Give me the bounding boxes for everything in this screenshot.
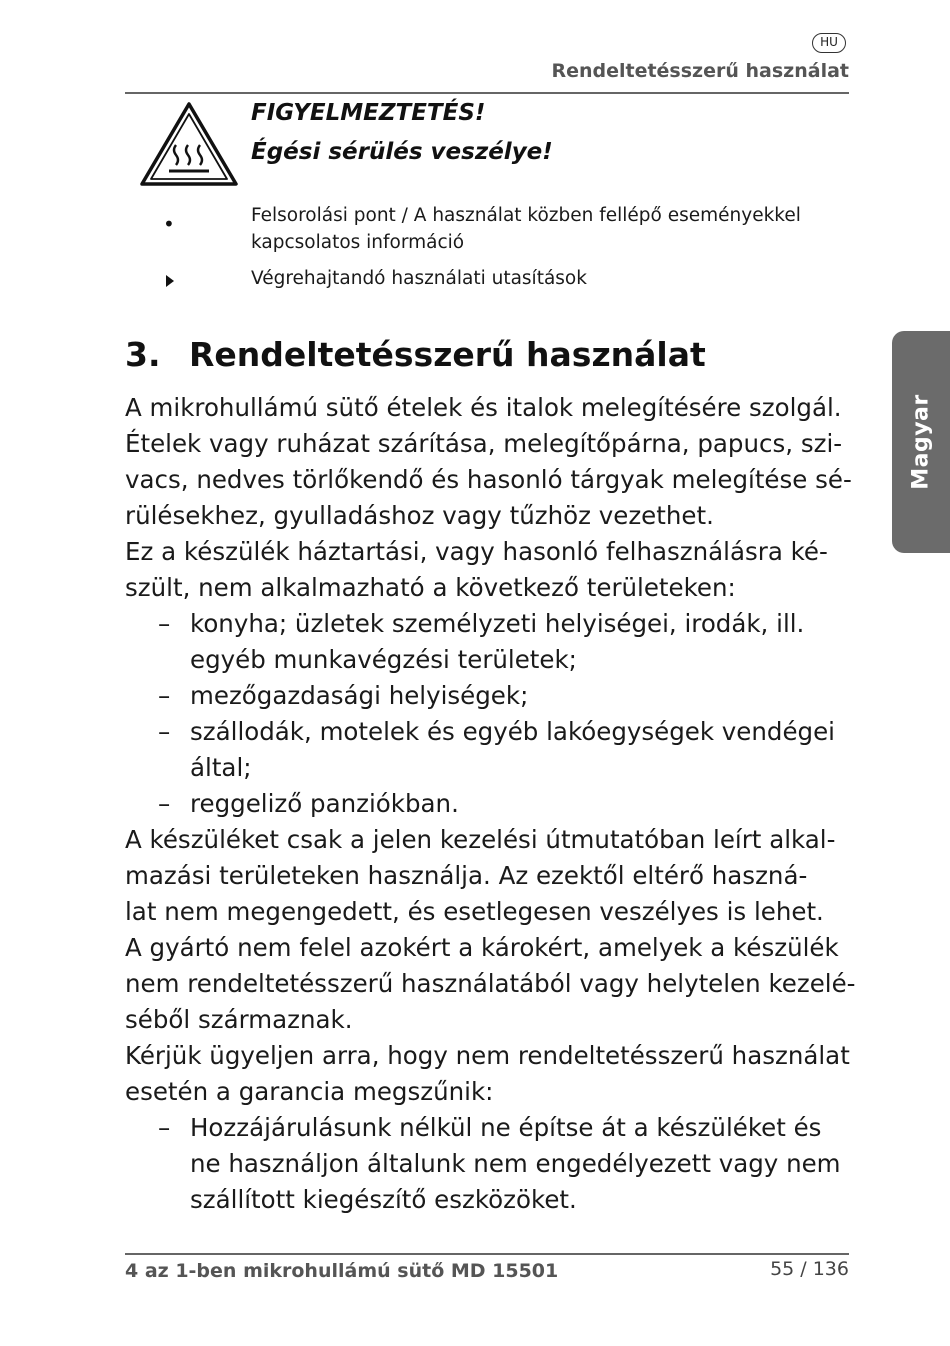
body-line: Kérjük ügyeljen arra, hogy nem rendeltetésszerű használat (125, 1041, 850, 1070)
body-line: szült, nem alkalmazható a következő területeken: (125, 573, 736, 602)
section-number: 3. (125, 335, 161, 374)
hot-surface-warning-icon (139, 101, 239, 187)
body-line: Ez a készülék háztartási, vagy hasonló felhasználásra ké- (125, 537, 828, 566)
legend-bullet-text: Felsorolási pont / A használat közben fellépő eseményekkel kapcsolatos információ (251, 205, 801, 253)
list-item (125, 606, 845, 642)
list-item (125, 678, 845, 714)
list-item-continuation: által; (190, 753, 252, 782)
body-line: A készüléket csak a jelen kezelési útmutatóban leírt alkal- (125, 825, 836, 854)
body-line: Ételek vagy ruházat szárítása, melegítőpárna, papucs, szi- (125, 429, 843, 458)
body-line: vacs, nedves törlőkendő és hasonló tárgyak melegítése sé- (125, 465, 852, 494)
section-title: Rendeltetésszerű használat (189, 335, 706, 374)
warning-subheading: Égési sérülés veszélye! (251, 139, 553, 165)
body-line: nem rendeltetésszerű használatából vagy helytelen kezelé- (125, 969, 856, 998)
body-line: rülésekhez, gyulladáshoz vagy tűzhöz vezethet. (125, 501, 714, 530)
section-body (125, 390, 856, 1218)
bullet-point-icon: • (163, 212, 175, 236)
warning-heading: FIGYELMEZTETÉS! (251, 100, 486, 126)
page-number: 55 / 136 (770, 1258, 849, 1280)
footer-product-name: 4 az 1-ben mikrohullámú sütő MD 15501 (125, 1260, 559, 1282)
triangle-right-icon (166, 272, 174, 291)
legend-instruction-text: Végrehajtandó használati utasítások (251, 268, 587, 289)
dash-bullet: – (158, 789, 171, 818)
list-item-text: mezőgazdasági helyiségek; (190, 681, 529, 710)
list-item-continuation: egyéb munkavégzési területek; (190, 645, 577, 674)
list-item (125, 786, 845, 822)
language-badge: HU (812, 33, 846, 53)
footer-divider (125, 1253, 849, 1255)
body-line: séből származnak. (125, 1005, 353, 1034)
body-line: lat nem megengedett, és esetlegesen veszélyes is lehet. (125, 897, 824, 926)
list-item-continuation: ne használjon általunk nem engedélyezett vagy nem (190, 1149, 841, 1178)
section-heading (125, 335, 706, 374)
dash-bullet: – (158, 717, 171, 746)
list-item-text: konyha; üzletek személyzeti helyiségei, irodák, ill. (190, 609, 805, 638)
list-item-text: szállodák, motelek és egyéb lakóegységek vendégei (190, 717, 835, 746)
running-header-title: Rendeltetésszerű használat (551, 60, 849, 82)
list-item-text: reggeliző panziókban. (190, 789, 459, 818)
body-line: A mikrohullámú sütő ételek és italok melegítésére szolgál. (125, 393, 842, 422)
dash-bullet: – (158, 1113, 171, 1142)
body-line: mazási területeken használja. Az ezektől eltérő haszná- (125, 861, 808, 890)
list-item (125, 1110, 845, 1146)
body-line: esetén a garancia megszűnik: (125, 1077, 494, 1106)
language-side-tab (892, 331, 950, 553)
body-line: A gyártó nem felel azokért a károkért, amelyek a készülék (125, 933, 839, 962)
list-item (125, 714, 845, 750)
header-divider (125, 92, 849, 94)
list-item-text: Hozzájárulásunk nélkül ne építse át a készüléket és (190, 1113, 822, 1142)
list-item-continuation: szállított kiegészítő eszközöket. (190, 1185, 577, 1214)
side-tab-label: Magyar (908, 394, 934, 490)
dash-bullet: – (158, 609, 171, 638)
dash-bullet: – (158, 681, 171, 710)
